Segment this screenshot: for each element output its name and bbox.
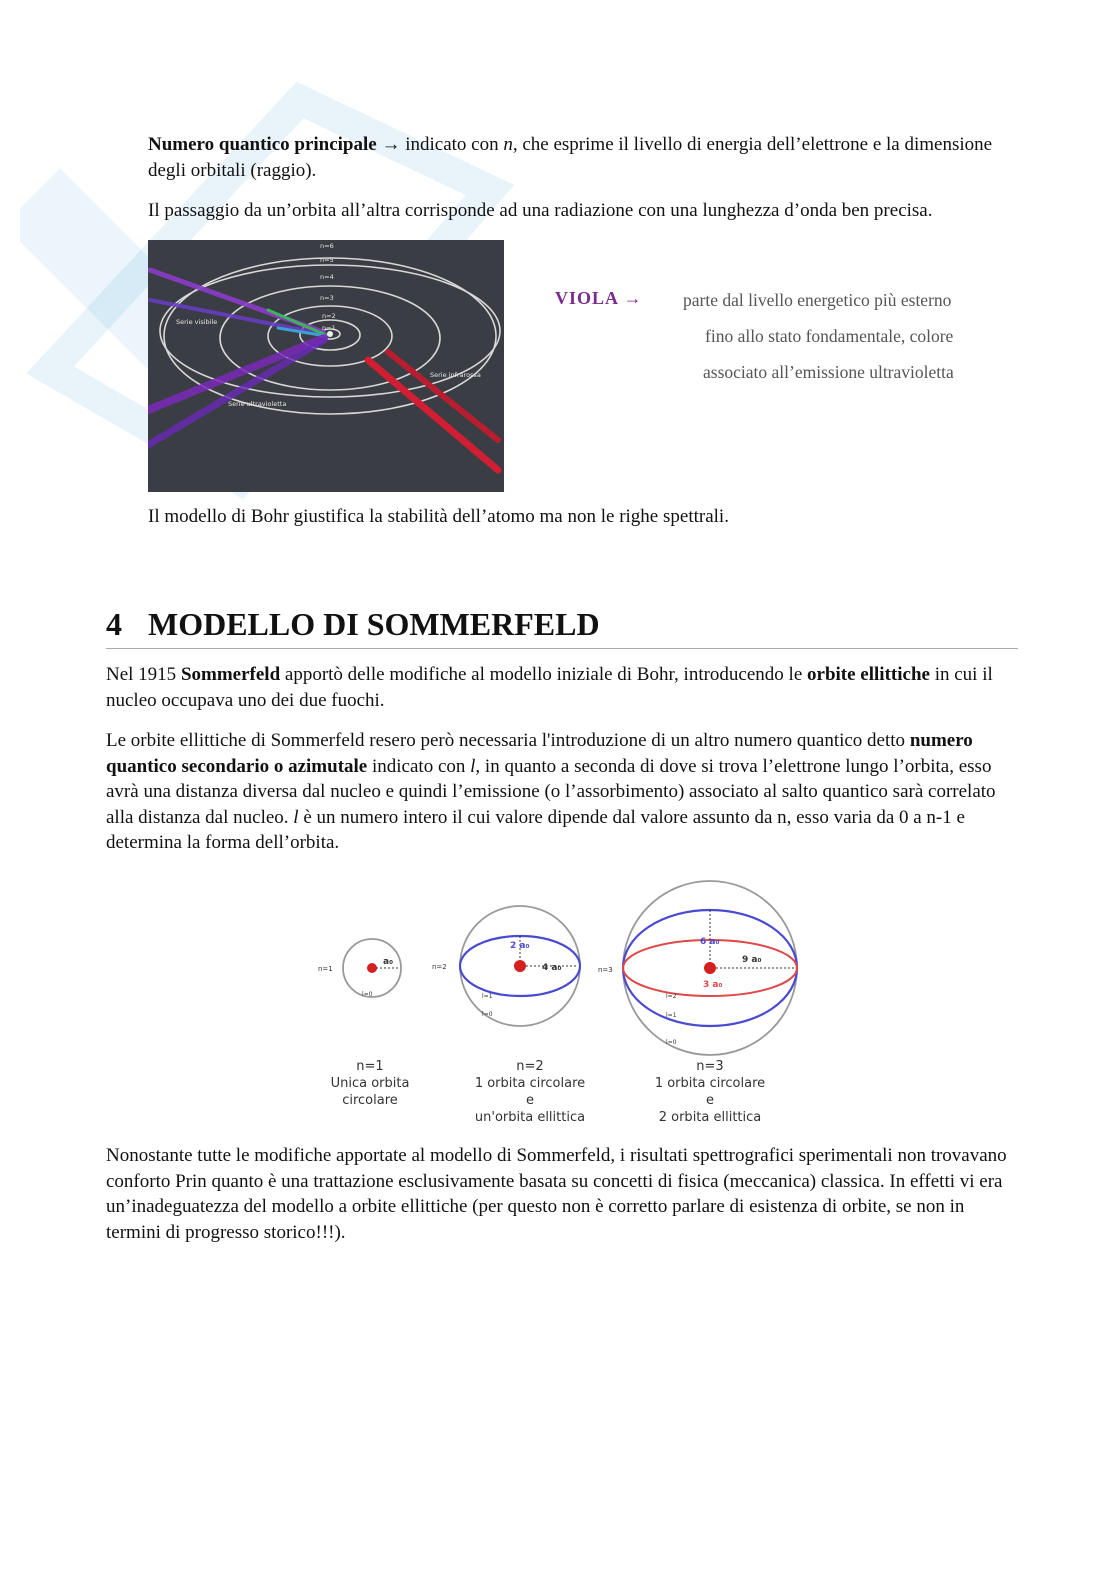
svg-text:9 a₀: 9 a₀ xyxy=(742,955,762,965)
svg-text:l=0: l=0 xyxy=(362,991,373,998)
viola-line-1: parte dal livello energetico più esterno xyxy=(683,290,952,310)
sommerfeld-orbits-figure xyxy=(310,880,810,1135)
svg-text:4 a₀: 4 a₀ xyxy=(542,963,562,973)
svg-text:2 a₀: 2 a₀ xyxy=(510,941,530,951)
svg-text:l=1: l=1 xyxy=(666,1012,677,1019)
paragraph-numero-quantico: Numero quantico principale → indicato con n, che esprime il livello di energia dell’elettrone e la dimensione degli orbitali (raggio). xyxy=(148,134,993,181)
svg-text:l=0: l=0 xyxy=(666,1039,677,1046)
viola-label: VIOLA → xyxy=(555,288,643,308)
svg-text:n=2: n=2 xyxy=(432,963,447,971)
level-label: n=5 xyxy=(320,256,334,264)
level-label: n=6 xyxy=(320,242,334,250)
level-label: n=4 xyxy=(320,273,334,281)
paragraph-bohr-stabilita: Il modello di Bohr giustifica la stabilità dell’atomo ma non le righe spettrali. xyxy=(148,506,729,527)
level-label: n=3 xyxy=(320,294,334,302)
viola-line-2: fino allo stato fondamentale, colore xyxy=(705,326,954,346)
svg-text:l=1: l=1 xyxy=(482,993,493,1000)
section-title: MODELLO DI SOMMERFELD xyxy=(148,606,600,642)
bohr-model-figure xyxy=(148,240,504,492)
svg-text:e: e xyxy=(526,1093,534,1108)
svg-text:e: e xyxy=(706,1093,714,1108)
svg-text:1 orbita circolare: 1 orbita circolare xyxy=(474,1076,586,1091)
paragraph-passaggio: Il passaggio da un’orbita all’altra corrisponde ad una radiazione con una lunghezza d’onda ben precisa. xyxy=(148,200,933,221)
svg-text:n=3: n=3 xyxy=(696,1059,724,1074)
svg-text:n=3: n=3 xyxy=(598,966,613,974)
svg-text:n=1: n=1 xyxy=(318,965,333,973)
svg-text:6 a₀: 6 a₀ xyxy=(700,937,720,947)
term-numero-quantico: Numero quantico principale xyxy=(148,134,377,155)
svg-text:1 orbita circolare: 1 orbita circolare xyxy=(654,1076,766,1091)
level-label: n=1 xyxy=(322,324,336,332)
svg-text:n=1: n=1 xyxy=(356,1059,384,1074)
svg-text:2 orbita ellittica: 2 orbita ellittica xyxy=(658,1110,762,1125)
svg-text:Unica orbita: Unica orbita xyxy=(330,1076,410,1091)
paragraph-sommerfeld-1915: Nel 1915 Sommerfeld apportò delle modifiche al modello iniziale di Bohr, introducendo le orbite ellittiche in cui il nucleo occupava uno dei due fuochi. xyxy=(106,664,993,711)
section-heading xyxy=(106,604,1018,649)
svg-text:l=2: l=2 xyxy=(666,993,677,1000)
paragraph-orbite-ellittiche: Le orbite ellittiche di Sommerfeld resero però necessaria l'introduzione di un altro numero quantico detto numero quantico secondario o azimutale indicato con l, in quanto a seconda di dove si trova l’elettrone lungo l’orbita, esso avrà una distanza diversa dal nucleo e quindi l’emissione (o l’assorbimento) associato al salto quantico sarà correlato alla distanza dal nucleo. l è un numero intero il cui valore dipende dal valore assunto da n, esso varia da 0 a n-1 e determina la forma dell’orbita. xyxy=(106,730,996,853)
arrow-icon: → xyxy=(381,134,401,155)
viola-line-3: associato all’emissione ultravioletta xyxy=(703,362,954,382)
series-label-uv: Serie ultravioletta xyxy=(228,400,287,408)
paragraph-nonostante: Nonostante tutte le modifiche apportate al modello di Sommerfeld, i risultati spettrografici sperimentali non trovavano conforto Prin quanto è una trattazione esclusivamente basata su concetti di fisica (meccanica) classica. In effetti vi era un’inadeguatezza del modello a orbite ellittiche (per questo non è corretto parlare di esistenza di orbite, se non in termini di progresso storico!!!). xyxy=(106,1145,1007,1243)
svg-text:circolare: circolare xyxy=(342,1093,398,1108)
viola-annotation xyxy=(555,288,995,398)
level-label: n=2 xyxy=(322,312,336,320)
arrow-icon: → xyxy=(623,288,643,308)
svg-text:l=0: l=0 xyxy=(482,1011,493,1018)
series-label-ir: Serie infrarossa xyxy=(430,371,481,379)
series-label-visible: Serie visibile xyxy=(176,318,218,326)
svg-text:3 a₀: 3 a₀ xyxy=(703,980,723,990)
svg-text:un'orbita ellittica: un'orbita ellittica xyxy=(474,1110,586,1125)
svg-text:n=2: n=2 xyxy=(516,1059,544,1074)
svg-text:a₀: a₀ xyxy=(383,957,394,967)
section-number: 4 xyxy=(106,606,122,642)
